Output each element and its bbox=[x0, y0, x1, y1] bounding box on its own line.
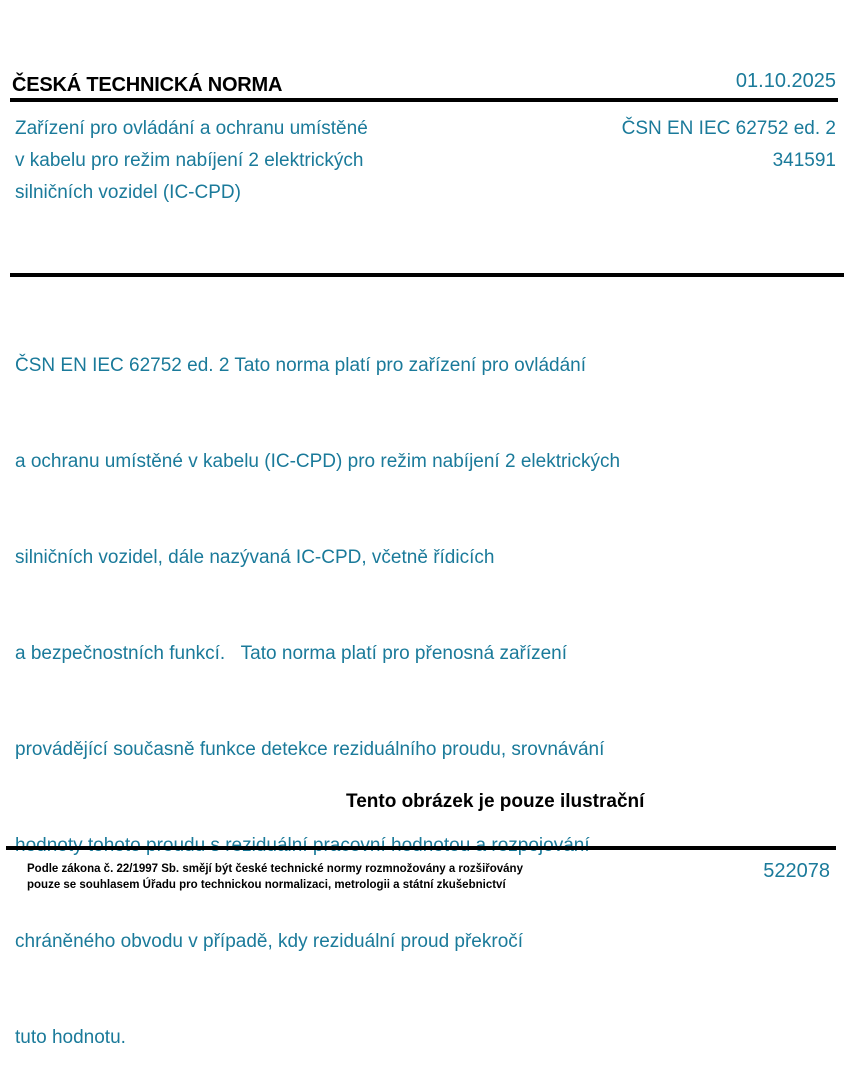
standard-identification bbox=[622, 113, 836, 177]
title-line: Zařízení pro ovládání a ochranu umístěné bbox=[15, 118, 368, 139]
document-number: 522078 bbox=[763, 860, 830, 882]
illustration-note: Tento obrázek je pouze ilustrační bbox=[346, 791, 645, 812]
abstract-line: silničních vozidel, dále nazývaná IC-CPD, včetně řídicích bbox=[15, 547, 495, 568]
copyright-line: Podle zákona č. 22/1997 Sb. smějí být české technické normy rozmnožovány a rozšiřovány bbox=[27, 863, 523, 875]
title-line: v kabelu pro režim nabíjení 2 elektrických bbox=[15, 150, 364, 171]
title-rule bbox=[10, 273, 844, 277]
footer-rule bbox=[6, 846, 836, 850]
standard-title bbox=[15, 113, 445, 209]
abstract-line: ČSN EN IEC 62752 ed. 2 Tato norma platí pro zařízení pro ovládání bbox=[15, 355, 587, 376]
abstract-line: a ochranu umístěné v kabelu (IC-CPD) pro režim nabíjení 2 elektrických bbox=[15, 451, 621, 472]
abstract-line: provádějící současně funkce detekce reziduálního proudu, srovnávání bbox=[15, 739, 605, 760]
abstract-line: a bezpečnostních funkcí. Tato norma platí pro přenosná zařízení bbox=[15, 643, 568, 664]
title-line: silničních vozidel (IC-CPD) bbox=[15, 182, 241, 203]
copyright-line: pouze se souhlasem Úřadu pro technickou normalizaci, metrologii a státní zkušebnictví bbox=[27, 879, 506, 891]
abstract-line: chráněného obvodu v případě, kdy reziduální proud překročí bbox=[15, 931, 524, 952]
document-type-label: ČESKÁ TECHNICKÁ NORMA bbox=[12, 74, 283, 96]
abstract bbox=[15, 286, 715, 1086]
publication-date: 01.10.2025 bbox=[735, 70, 836, 92]
abstract-line: tuto hodnotu. bbox=[15, 1027, 126, 1048]
standard-designation: ČSN EN IEC 62752 ed. 2 bbox=[621, 118, 836, 139]
classification-code: 341591 bbox=[772, 150, 836, 171]
copyright-notice bbox=[27, 861, 523, 893]
header-rule bbox=[10, 98, 838, 102]
